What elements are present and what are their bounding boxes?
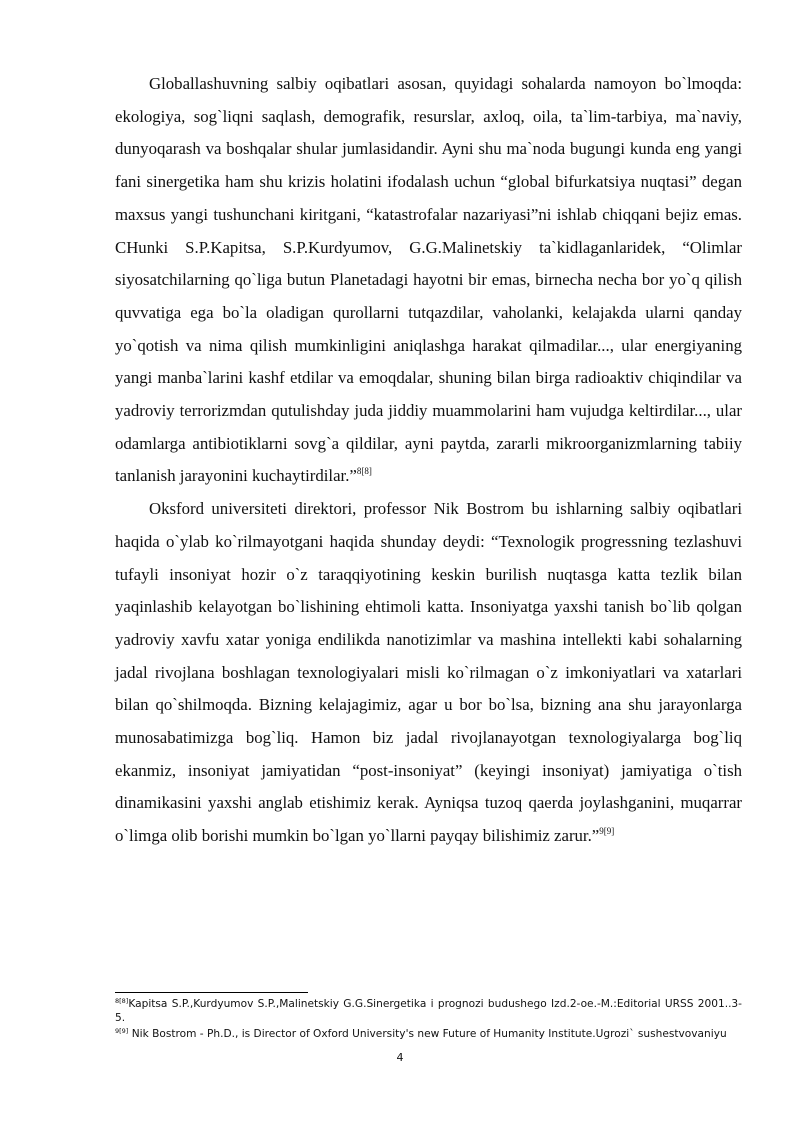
footnote-item <box>115 1027 742 1041</box>
footnote-text: Nik Bostrom - Ph.D., is Director of Oxford University's new Future of Humanity Institute.Ugrozi` sushestvovaniyu <box>128 1028 727 1040</box>
paragraph-bostrom <box>115 493 742 853</box>
document-body <box>115 68 742 853</box>
footnotes <box>115 997 742 1043</box>
footnote-separator <box>115 992 308 993</box>
footnote-mark: 8[8] <box>115 997 129 1005</box>
paragraph-text: Globallashuvning salbiy oqibatlari asosan, quyidagi sohalarda namoyon bo`lmoqda: ekologiya, sog`liqni saqlash, demografik, resurslar, axloq, oila, ta`lim-tarbiya, ma`naviy, dunyoqarash va boshqalar shular jumlasidandir. Ayni shu ma`noda bugungi kunda eng yangi fani sinergetika ham shu krizis holatini ifodalash uchun “global bifurkatsiya nuqtasi” degan maxsus yangi tushunchani kiritgani, “katastrofalar nazariyasi”ni ishlab chiqqani bejiz emas. CHunki S.P.Kapitsa, S.P.Kurdyumov, G.G.Malinetskiy ta`kidlaganlaridek, “Olimlar siyosatchilarning qo`liga butun Planetadagi hayotni bir emas, birnecha necha bor yo`q qilish quvvatiga ega bo`la oladigan qurollarni tutqazdilar, vaholanki, kelajakda ularni qanday yo`qotish va nima qilish mumkinligini aniqlashga harakat qilmadilar..., ular energiyaning yangi manba`larini kashf etdilar va emoqdalar, shuning bilan birga radioaktiv chiqindilar va yadroviy terrorizmdan qutulishday juda jiddiy muammolarini ham vujudga keltirdilar..., ular odamlarga antibiotiklarni sovg`a qildilar, ayni paytda, zararli mikroorganizmlarning tabiiy tanlanish jarayonini kuchaytirdilar.” <box>115 74 742 486</box>
footnote-ref[interactable]: 8[8] <box>356 466 372 477</box>
footnote-item <box>115 997 742 1025</box>
footnote-mark: 9[9] <box>115 1027 129 1035</box>
paragraph-globalization <box>115 68 742 493</box>
footnote-ref[interactable]: 9[9] <box>599 826 615 837</box>
paragraph-text: Oksford universiteti direktori, professor Nik Bostrom bu ishlarning salbiy oqibatlari haqida o`ylab ko`rilmayotgani haqida shunday deydi: “Texnologik progressning tezlashuvi tufayli insoniyat hozir o`z taraqqiyotining keskin burilish nuqtasga katta tezlik bilan yaqinlashib kelayotgan bo`lishining ehtimoli katta. Insoniyatga yaxshi tanish bo`lib qolgan yadroviy xavfu xatar yoniga endilikda nanotizimlar va mashina intellekti kabi sohalarning jadal rivojlana boshlagan texnologiyalari misli ko`rilmagan o`z imkoniyatlari va xatarlari bilan qo`shilmoqda. Bizning kelajagimiz, agar u bor bo`lsa, bizning ana shu jarayonlarga munosabatimizga bog`liq. Hamon biz jadal rivojlanayotgan texnologiyalarga bog`liq ekanmiz, insoniyat jamiyatidan “post-insoniyat” (keyingi insoniyat) jamiyatiga o`tish dinamikasini yaxshi anglab etishimiz kerak. Ayniqsa tuzoq qaerda joylashganini, muqarrar o`limga olib borishi mumkin bo`lgan yo`llarni payqay bilishimiz zarur.” <box>115 499 742 846</box>
page-number: 4 <box>396 1051 404 1064</box>
footnote-text: Kapitsa S.P.,Kurdyumov S.P.,Malinetskiy G.G.Sinergetika i prognozi budushego Izd.2-oe.-M.:Editorial URSS 2001..3-5. <box>115 998 742 1024</box>
